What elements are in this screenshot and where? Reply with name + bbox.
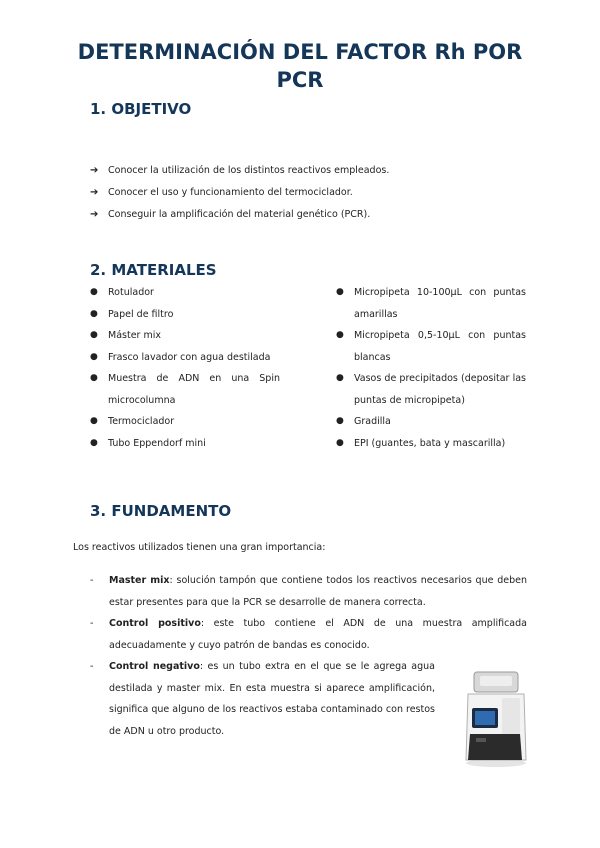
list-item: - Control negativo: es un tubo extra en el que se le agrega agua destilada y master mix. En esta muestra si aparece amplificación, significa que alguno de los reactivos estaba contaminado con restos de ADN u otro producto. [90,661,436,737]
bullet-dot-icon: ● [90,330,98,340]
list-item: ➔ Conocer el uso y funcionamiento del termociclador. [90,182,530,204]
bullet-dot-icon: ● [336,373,344,383]
list-item: ● Vasos de precipitados (depositar las puntas de micropipeta) [336,368,526,411]
list-item: ● Termociclador [90,411,280,433]
materiales-right-list [336,282,526,454]
bullet-dot-icon: ● [90,373,98,383]
bullet-dot-icon: ● [336,416,344,426]
list-item: ➔ Conseguir la amplificación del material genético (PCR). [90,204,530,226]
objetivo-list [90,160,530,226]
arrow-right-icon: ➔ [90,165,99,176]
list-item: ● Frasco lavador con agua destilada [90,347,280,369]
bullet-dot-icon: ● [336,330,344,340]
bullet-dot-icon: ● [90,308,98,319]
page-title: DETERMINACIÓN DEL FACTOR Rh POR PCR [77,40,523,92]
section-heading-fundamento: 3. FUNDAMENTO [90,502,232,520]
list-item: ● Muestra de ADN en una Spin microcolumna [90,368,280,411]
bullet-dot-icon: ● [336,287,344,297]
list-item: ● EPI (guantes, bata y mascarilla) [336,433,526,455]
list-item: ➔ Conocer la utilización de los distintos reactivos empleados. [90,160,530,182]
list-item: ● Gradilla [336,411,526,433]
bullet-dot-icon: ● [90,287,98,297]
list-item: - Control positivo: este tubo contiene el ADN de una muestra amplificada adecuadamente y cuyo patrón de bandas es conocido. [90,618,527,651]
list-item: ● Tubo Eppendorf mini [90,433,280,455]
list-item: ● Rotulador [90,282,280,304]
arrow-right-icon: ➔ [90,187,99,198]
fundamento-intro: Los reactivos utilizados tienen una gran importancia: [73,542,326,553]
thermocycler-image [462,668,530,768]
bullet-dot-icon: ● [90,351,98,362]
section-heading-materiales: 2. MATERIALES [90,261,217,279]
bullet-dot-icon: ● [90,416,98,426]
arrow-right-icon: ➔ [90,209,99,220]
section-heading-objetivo: 1. OBJETIVO [90,100,192,118]
list-item: ● Micropipeta 10-100µL con puntas amarillas [336,282,526,325]
list-item: ● Papel de filtro [90,304,280,326]
bullet-dot-icon: ● [336,437,344,448]
list-item: ● Máster mix [90,325,280,347]
bullet-dot-icon: ● [90,437,98,448]
materiales-left-list [90,282,280,454]
list-item: ● Micropipeta 0,5-10µL con puntas blancas [336,325,526,368]
list-item: - Master mix: solución tampón que contiene todos los reactivos necesarios que deben estar presentes para que la PCR se desarrolle de manera correcta. [90,575,527,608]
